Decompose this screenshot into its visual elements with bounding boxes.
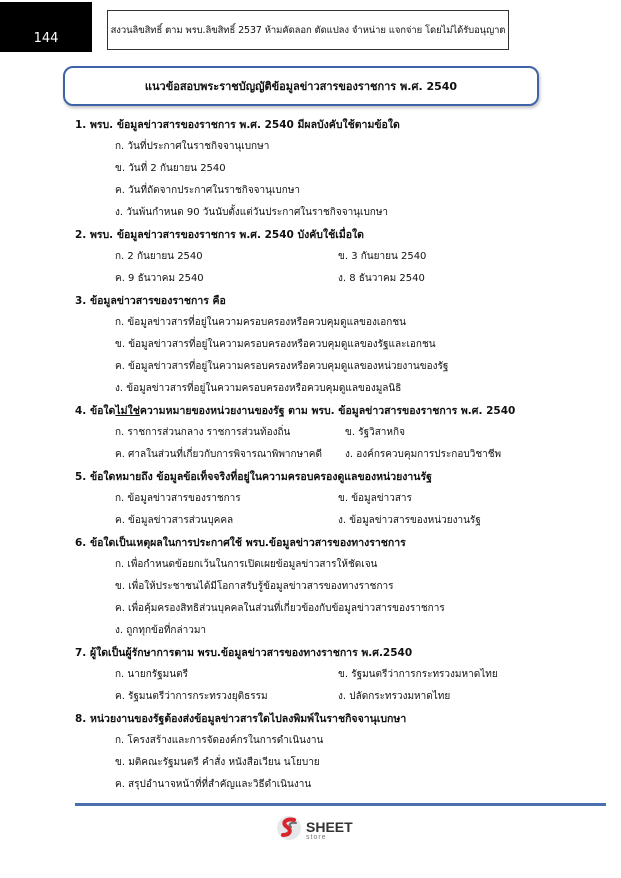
question-5: 5. ข้อใดหมายถึง ข้อมูลข้อเท็จจริงที่อยู่ในความครอบครองดูแลของหน่วยงานรัฐ	[75, 471, 432, 483]
option-8a: ก. โครงสร้างและการจัดองค์กรในการดำเนินงาน	[115, 735, 324, 746]
page-title: แนวข้อสอบพระราชบัญญัติข้อมูลข่าวสารของราชการ พ.ศ. 2540	[63, 66, 539, 106]
question-7: 7. ผู้ใดเป็นผู้รักษาการตาม พรบ.ข้อมูลข่าวสารของทางราชการ พ.ศ.2540	[75, 647, 413, 659]
option-3a: ก. ข้อมูลข่าวสารที่อยู่ในความครอบครองหรือควบคุมดูแลของเอกชน	[115, 317, 406, 328]
option-2c: ค. 9 ธันวาคม 2540	[115, 273, 204, 284]
option-7a: ก. นายกรัฐมนตรี	[115, 669, 188, 680]
option-4d: ง. องค์กรควบคุมการประกอบวิชาชีพ	[345, 449, 502, 460]
question-4-suffix: ความหมายของหน่วยงานของรัฐ ตาม พรบ. ข้อมูลข่าวสารของราชการ พ.ศ. 2540	[139, 405, 516, 417]
option-2b: ข. 3 กันยายน 2540	[338, 251, 427, 262]
option-7b: ข. รัฐมนตรีว่าการกระทรวงมหาดไทย	[338, 669, 498, 680]
options-row	[75, 444, 595, 466]
options-row	[75, 510, 595, 532]
options-row	[75, 664, 595, 686]
option-5c: ค. ข้อมูลข่าวสารส่วนบุคคล	[115, 515, 234, 526]
option-7d: ง. ปลัดกระทรวงมหาดไทย	[338, 691, 451, 702]
option-6b: ข. เพื่อให้ประชาชนได้มีโอกาสรับรู้ข้อมูลข่าวสารของทางราชการ	[115, 581, 394, 592]
options-row	[75, 246, 595, 268]
question-4-prefix: 4. ข้อใด	[75, 405, 116, 417]
options-row	[75, 488, 595, 510]
question-3: 3. ข้อมูลข่าวสารของราชการ คือ	[75, 295, 226, 307]
question-list	[75, 114, 595, 796]
options-row	[75, 268, 595, 290]
option-4c: ค. ศาลในส่วนที่เกี่ยวกับการพิจารณาพิพากษาคดี	[115, 449, 322, 460]
option-6c: ค. เพื่อคุ้มครองสิทธิส่วนบุคคลในส่วนที่เกี่ยวข้องกับข้อมูลข่าวสารของราชการ	[115, 603, 445, 614]
option-3d: ง. ข้อมูลข่าวสารที่อยู่ในความครอบครองหรือควบคุมดูแลของมูลนิธิ	[115, 383, 402, 394]
option-5b: ข. ข้อมูลข่าวสาร	[338, 493, 412, 504]
option-6d: ง. ถูกทุกข้อที่กล่าวมา	[115, 625, 207, 636]
option-5a: ก. ข้อมูลข่าวสารของราชการ	[115, 493, 241, 504]
option-7c: ค. รัฐมนตรีว่าการกระทรวงยุติธรรม	[115, 691, 268, 702]
option-1a: ก. วันที่ประกาศในราชกิจจานุเบกษา	[115, 141, 270, 152]
options-row	[75, 686, 595, 708]
sheet-store-logo	[276, 815, 360, 845]
question-2: 2. พรบ. ข้อมูลข่าวสารของราชการ พ.ศ. 2540 บังคับใช้เมื่อใด	[75, 229, 364, 241]
question-4	[75, 400, 595, 422]
question-8: 8. หน่วยงานของรัฐต้องส่งข้อมูลข่าวสารใดไปลงพิมพ์ในราชกิจจานุเบกษา	[75, 713, 407, 725]
option-2d: ง. 8 ธันวาคม 2540	[338, 273, 425, 284]
option-8b: ข. มติคณะรัฐมนตรี คำสั่ง หนังสือเวียน นโยบาย	[115, 757, 320, 768]
question-1: 1. พรบ. ข้อมูลข่าวสารของราชการ พ.ศ. 2540 มีผลบังคับใช้ตามข้อใด	[75, 119, 400, 131]
option-3b: ข. ข้อมูลข่าวสารที่อยู่ในความครอบครองหรือควบคุมดูแลของรัฐและเอกชน	[115, 339, 436, 350]
options-row	[75, 422, 595, 444]
option-1d: ง. วันพ้นกำหนด 90 วันนับตั้งแต่วันประกาศในราชกิจจานุเบกษา	[115, 207, 389, 218]
question-6: 6. ข้อใดเป็นเหตุผลในการประกาศใช้ พรบ.ข้อมูลข่าวสารของทางราชการ	[75, 537, 406, 549]
option-5d: ง. ข้อมูลข่าวสารของหน่วยงานรัฐ	[338, 515, 481, 526]
logo-subtext: store	[306, 833, 327, 841]
sheet-store-s-logo-icon	[276, 814, 302, 846]
logo-wordmark: SHEET	[306, 818, 353, 835]
question-4-underlined: ไม่ใช่	[115, 405, 140, 417]
option-1b: ข. วันที่ 2 กันยายน 2540	[115, 163, 226, 174]
option-4b: ข. รัฐวิสาหกิจ	[345, 427, 405, 438]
copyright-header: สงวนลิขสิทธิ์ ตาม พรบ.ลิขสิทธิ์ 2537 ห้ามคัดลอก ตัดแปลง จำหน่าย แจกจ่าย โดยไม่ได้รับอนุญาต	[107, 10, 509, 50]
option-6a: ก. เพื่อกำหนดข้อยกเว้นในการเปิดเผยข้อมูลข่าวสารให้ชัดเจน	[115, 559, 378, 570]
option-8c: ค. สรุปอำนาจหน้าที่ที่สำคัญและวิธีดำเนินงาน	[115, 779, 312, 790]
option-1c: ค. วันที่ถัดจากประกาศในราชกิจจานุเบกษา	[115, 185, 301, 196]
page-number: 144	[0, 2, 92, 52]
option-3c: ค. ข้อมูลข่าวสารที่อยู่ในความครอบครองหรือควบคุมดูแลของหน่วยงานของรัฐ	[115, 361, 449, 372]
footer-divider	[75, 803, 606, 806]
option-2a: ก. 2 กันยายน 2540	[115, 251, 203, 262]
option-4a: ก. ราชการส่วนกลาง ราชการส่วนท้องถิ่น	[115, 427, 291, 438]
